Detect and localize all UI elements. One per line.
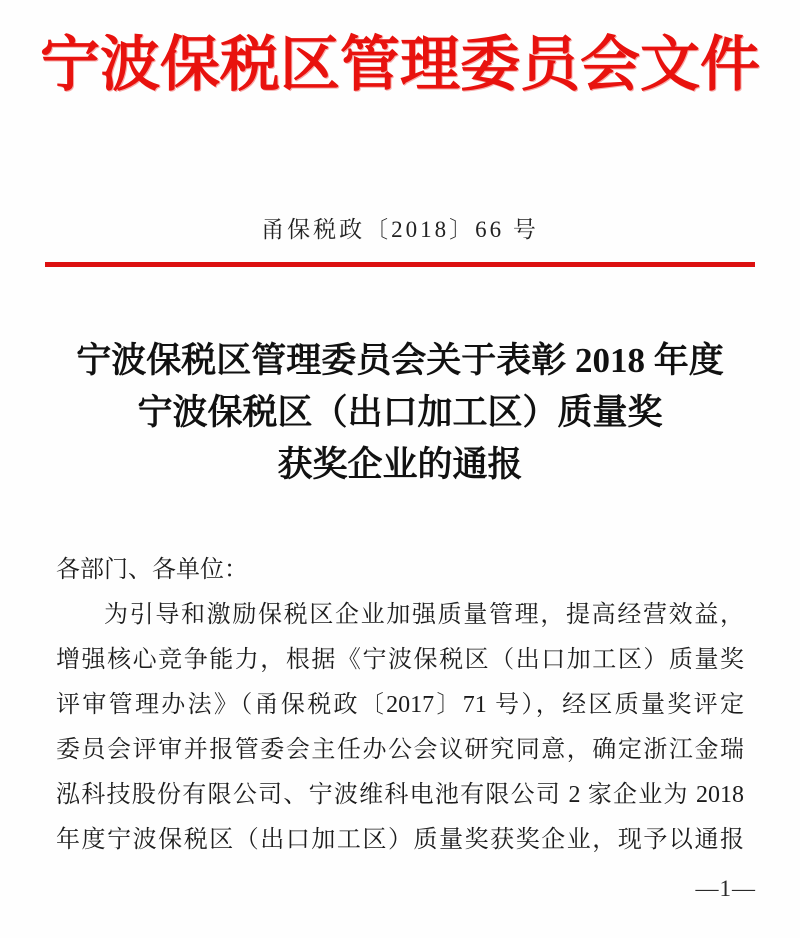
document-title <box>0 335 800 491</box>
document-body <box>56 548 744 863</box>
body-text-line: 评审管理办法》（甬保税政〔2017〕71 号），经区质量奖评定 <box>56 692 744 718</box>
page-number: —1— <box>695 876 756 901</box>
document-title-line-1: 宁波保税区管理委员会关于表彰 2018 年度 <box>76 341 724 380</box>
body-text-line: 为引导和激励保税区企业加强质量管理，提高经营效益， <box>104 602 744 628</box>
document-title-line-3: 获奖企业的通报 <box>277 445 523 484</box>
red-divider-rule <box>45 262 755 267</box>
body-text-line: 增强核心竞争能力，根据《宁波保税区（出口加工区）质量奖 <box>56 647 744 673</box>
document-header-title: 宁波保税区管理委员会文件 <box>40 32 760 98</box>
document-number: 甬保税政〔2018〕66 号 <box>261 217 539 242</box>
body-text-line: 委员会评审并报管委会主任办公会议研究同意，确定浙江金瑞 <box>56 737 744 763</box>
body-text-line: 年度宁波保税区（出口加工区）质量奖获奖企业，现予以通报 <box>56 827 744 853</box>
body-text-line: 泓科技股份有限公司、宁波维科电池有限公司 2 家企业为 2018 <box>56 782 744 808</box>
document-title-line-2: 宁波保税区（出口加工区）质量奖 <box>137 393 663 432</box>
salutation-line: 各部门、各单位： <box>56 557 248 583</box>
